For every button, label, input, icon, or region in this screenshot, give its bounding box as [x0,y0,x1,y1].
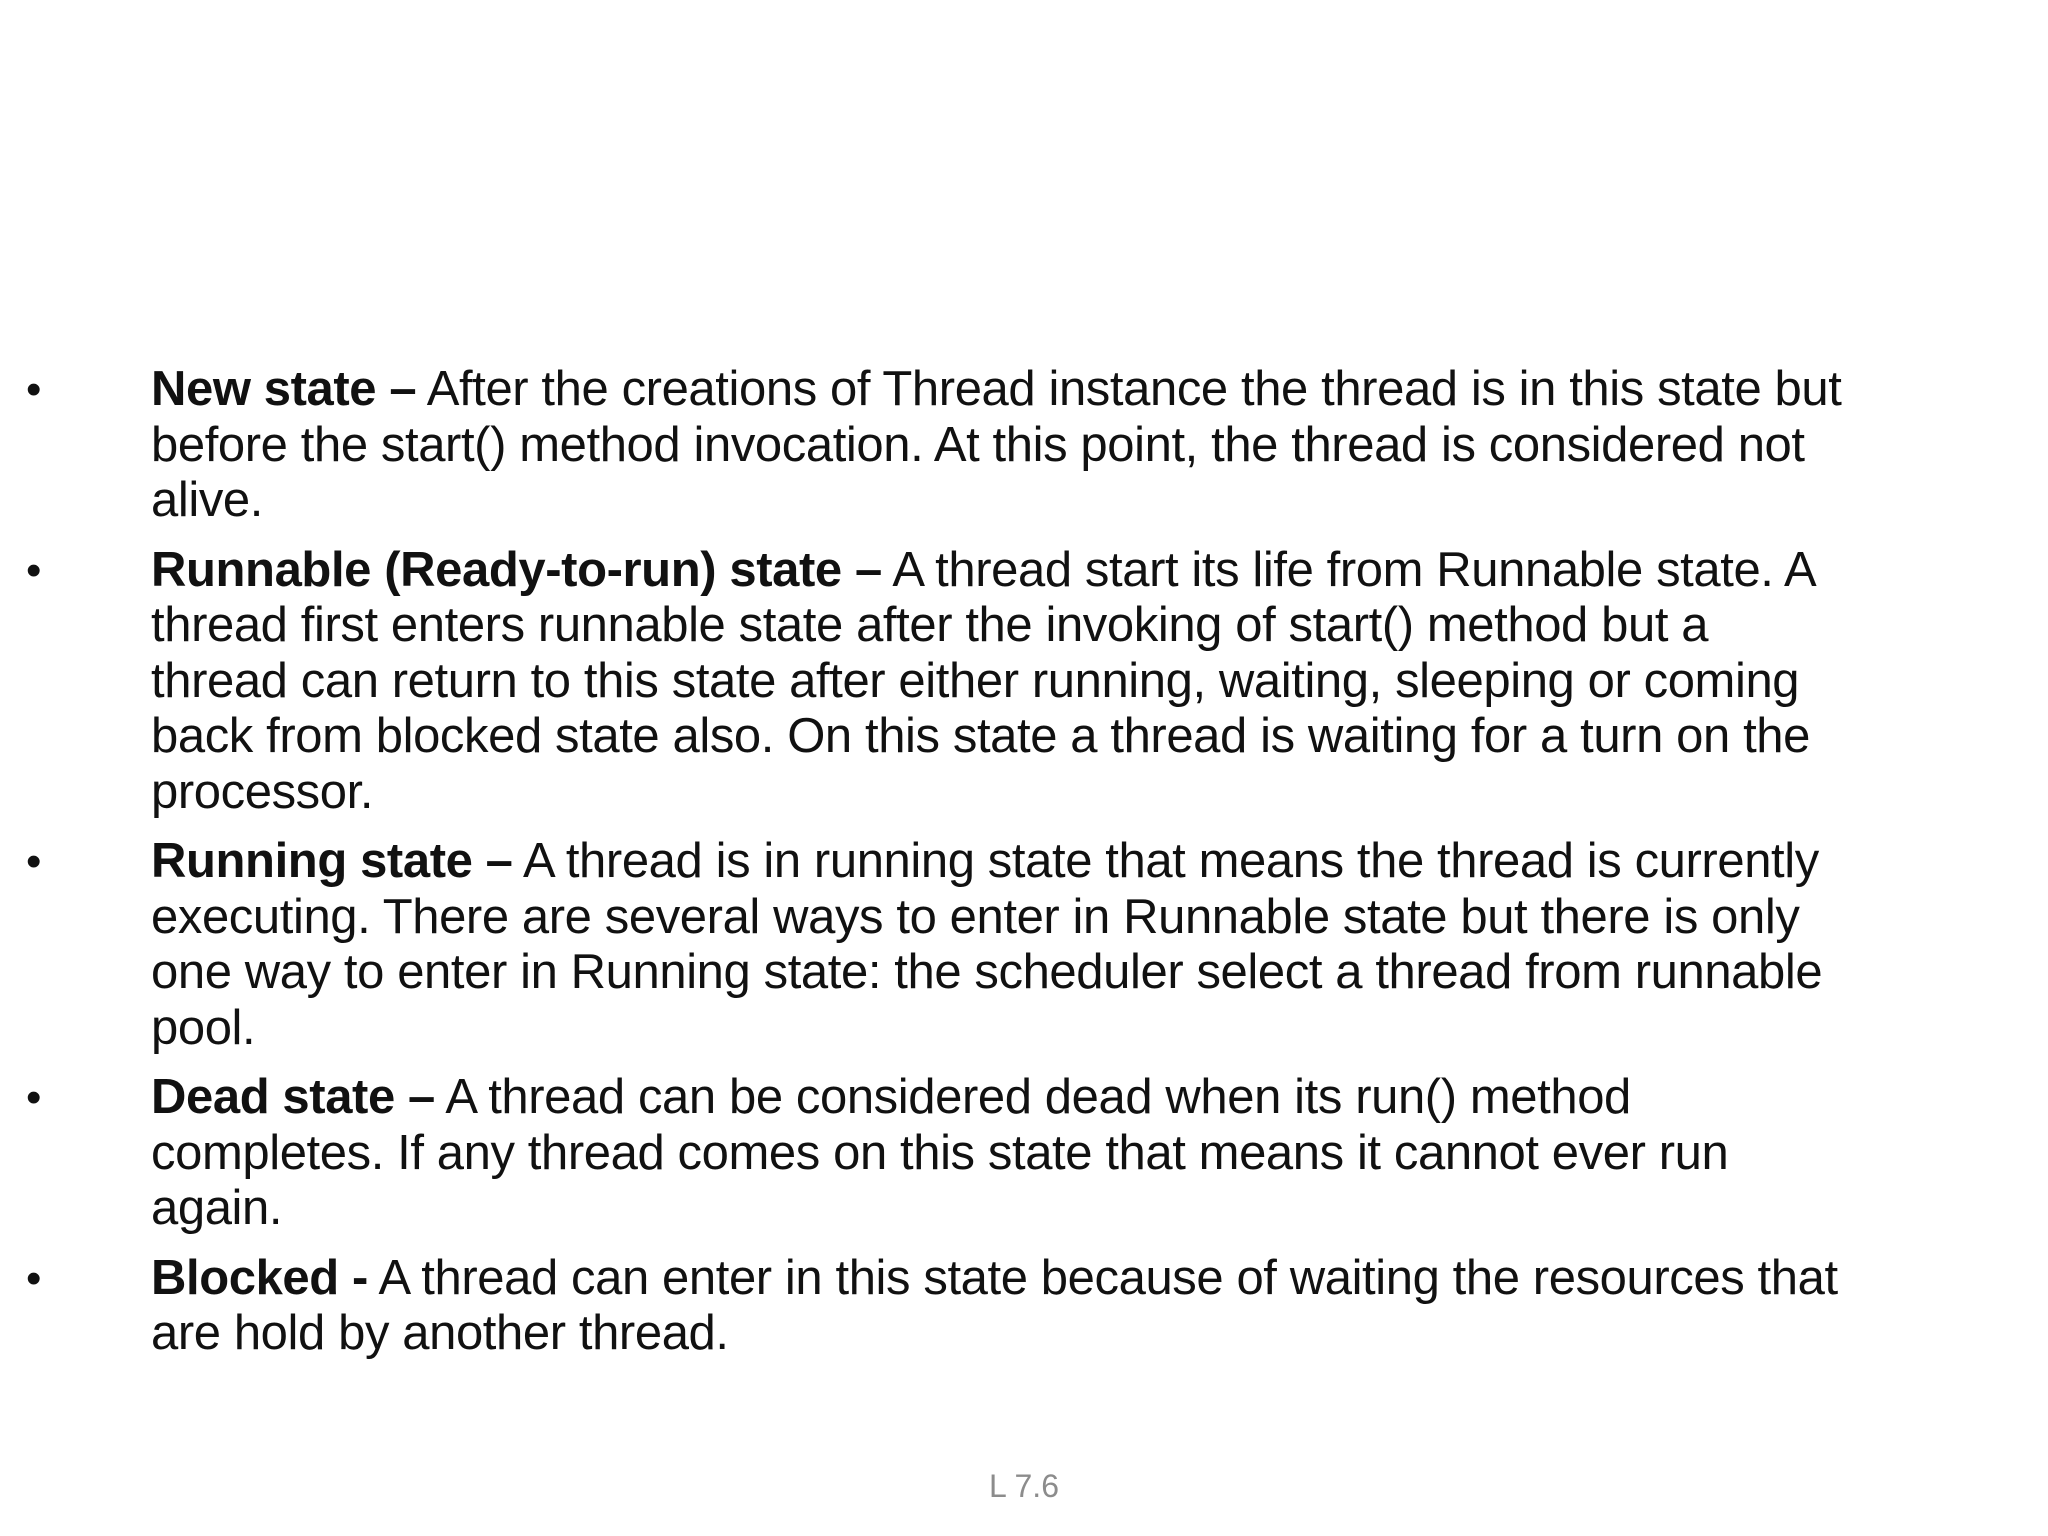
bullet-icon: • [26,837,42,886]
list-item-text [151,1251,1848,1362]
term-label: Runnable (Ready-to-run) state – [151,542,882,597]
list-item-dead-state [0,1070,2048,1237]
list-item-blocked-state [0,1251,2048,1362]
list-item-text [151,1070,1848,1237]
term-description: A thread can be considered dead when its run() method completes. If any thread comes on this state that means it cannot ever run again. [151,1070,1729,1235]
bullet-icon: • [26,545,42,595]
bullet-icon: • [26,1073,42,1122]
term-description: After the creations of Thread instance the thread is in this state but before the start() method invocation. At this point, the thread is considered not alive. [151,362,1842,527]
term-label: Blocked - [151,1250,368,1305]
list-item-new-state [0,362,2048,529]
thread-states-list [0,362,2048,1376]
term-description: A thread is in running state that means the thread is currently executing. There are several ways to enter in Runnable state but there is only one way to enter in Running state: the scheduler select a thread from runnable pool. [151,834,1823,1055]
list-item-text [151,834,1848,1056]
list-item-running-state [0,834,2048,1056]
bullet-icon: • [26,1253,42,1303]
term-label: Dead state – [151,1070,435,1124]
list-item-runnable-state [0,543,2048,821]
list-item-text [151,362,1848,529]
list-item-text [151,543,1848,821]
term-label: New state – [151,362,417,416]
term-description: A thread can enter in this state because of waiting the resources that are hold by another thread. [151,1250,1838,1360]
slide-number: L 7.6 [989,1468,1059,1504]
term-description: A thread start its life from Runnable state. A thread first enters runnable state after the invoking of start() method but a thread can return to this state after either running, waiting, sleeping or coming back from blocked state also. On this state a thread is waiting for a turn on the processor. [151,542,1814,819]
bullet-icon: • [26,365,42,414]
term-label: Running state – [151,834,513,888]
